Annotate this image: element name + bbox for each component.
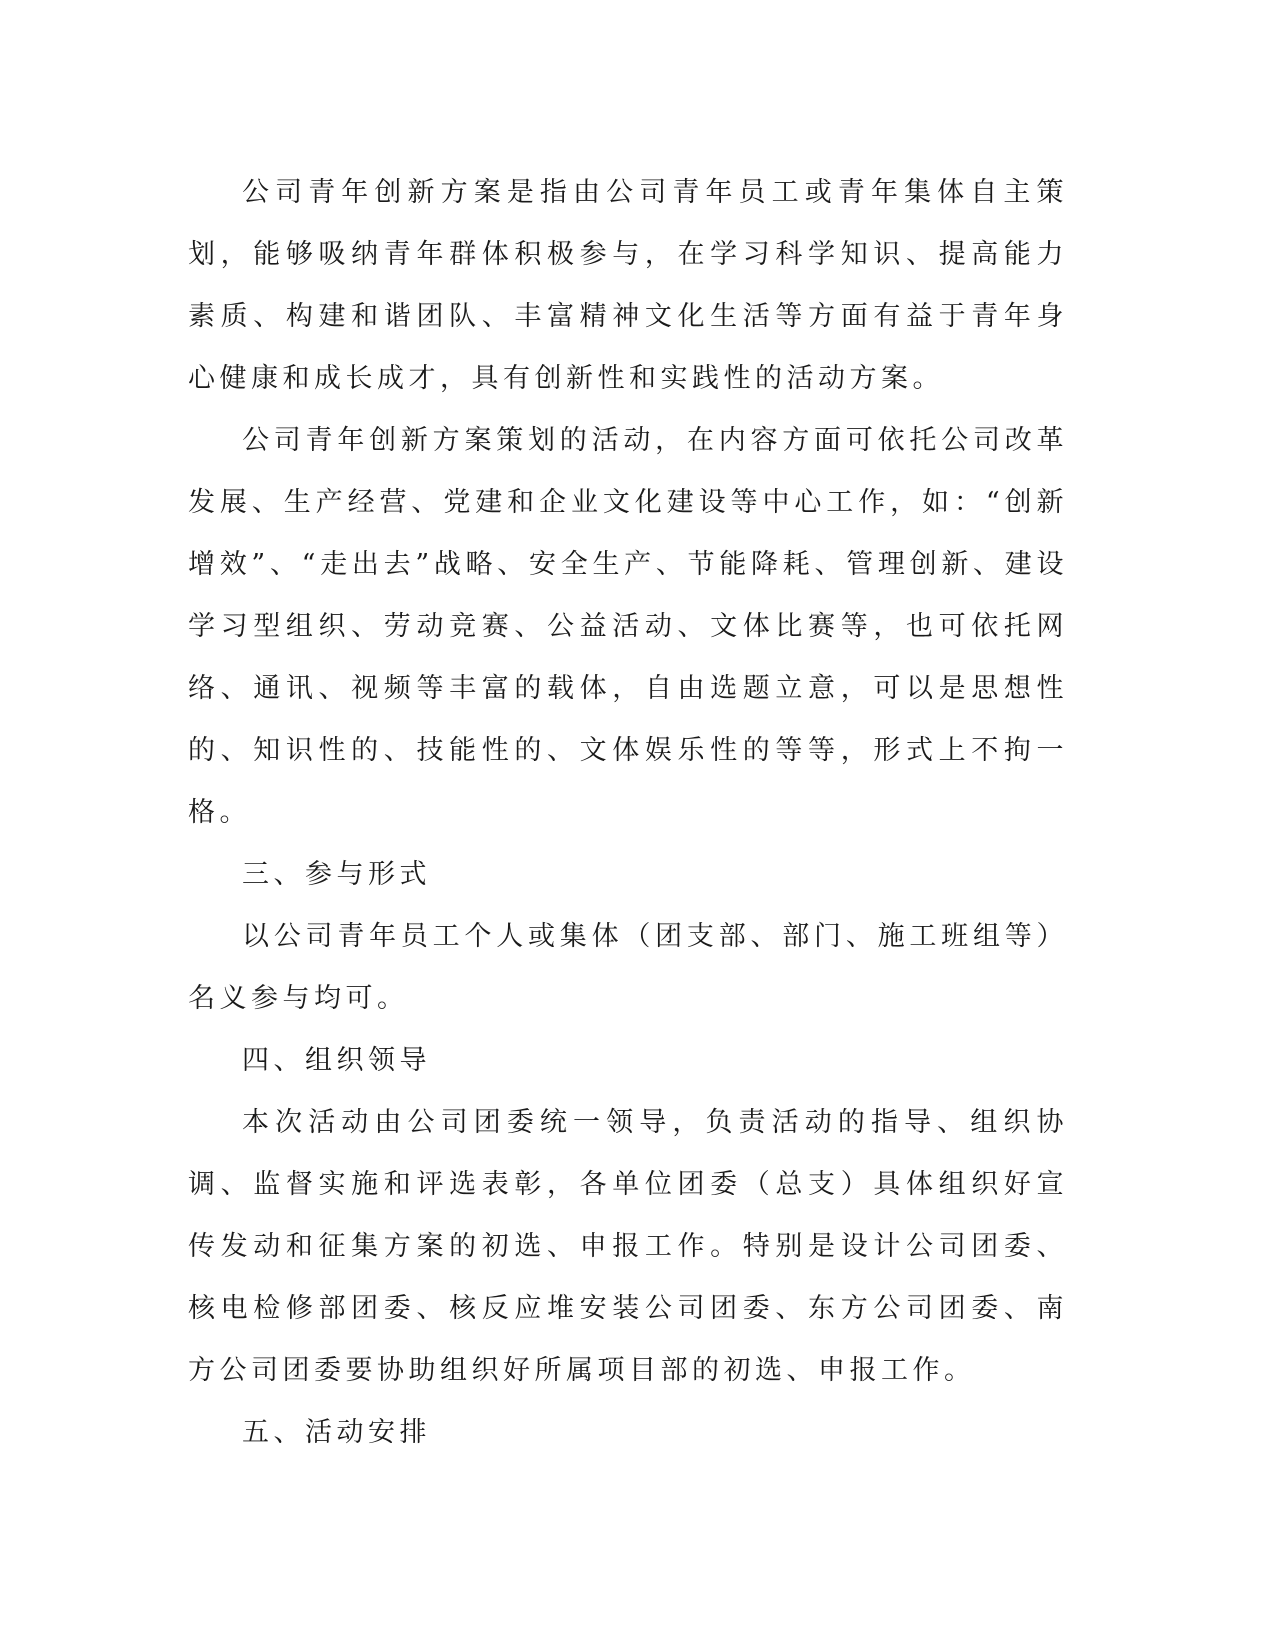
section-heading-arrangement: 五、活动安排 (242, 1417, 431, 1448)
document-body (188, 162, 1068, 1464)
paragraph-definition: 公司青年创新方案是指由公司青年员工或青年集体自主策划，能够吸纳青年群体积极参与，在学习科学知识、提高能力素质、构建和谐团队、丰富精神文化生活等方面有益于青年身心健康和成长成才，具有创新性和实践性的活动方案。 (188, 177, 1068, 394)
paragraph-activity-content: 公司青年创新方案策划的活动，在内容方面可依托公司改革发展、生产经营、党建和企业文化建设等中心工作，如：“创新增效”、“走出去”战略、安全生产、节能降耗、管理创新、建设学习型组织、劳动竞赛、公益活动、文体比赛等，也可依托网络、通讯、视频等丰富的载体，自由选题立意，可以是思想性的、知识性的、技能性的、文体娱乐性的等等，形式上不拘一格。 (188, 425, 1068, 828)
paragraph-participation: 以公司青年员工个人或集体（团支部、部门、施工班组等）名义参与均可。 (188, 921, 1068, 1014)
section-heading-participation: 三、参与形式 (242, 859, 431, 890)
paragraph-leadership: 本次活动由公司团委统一领导，负责活动的指导、组织协调、监督实施和评选表彰，各单位团委（总支）具体组织好宣传发动和征集方案的初选、申报工作。特别是设计公司团委、核电检修部团委、核反应堆安装公司团委、东方公司团委、南方公司团委要协助组织好所属项目部的初选、申报工作。 (188, 1107, 1068, 1386)
section-heading-leadership: 四、组织领导 (242, 1045, 431, 1076)
